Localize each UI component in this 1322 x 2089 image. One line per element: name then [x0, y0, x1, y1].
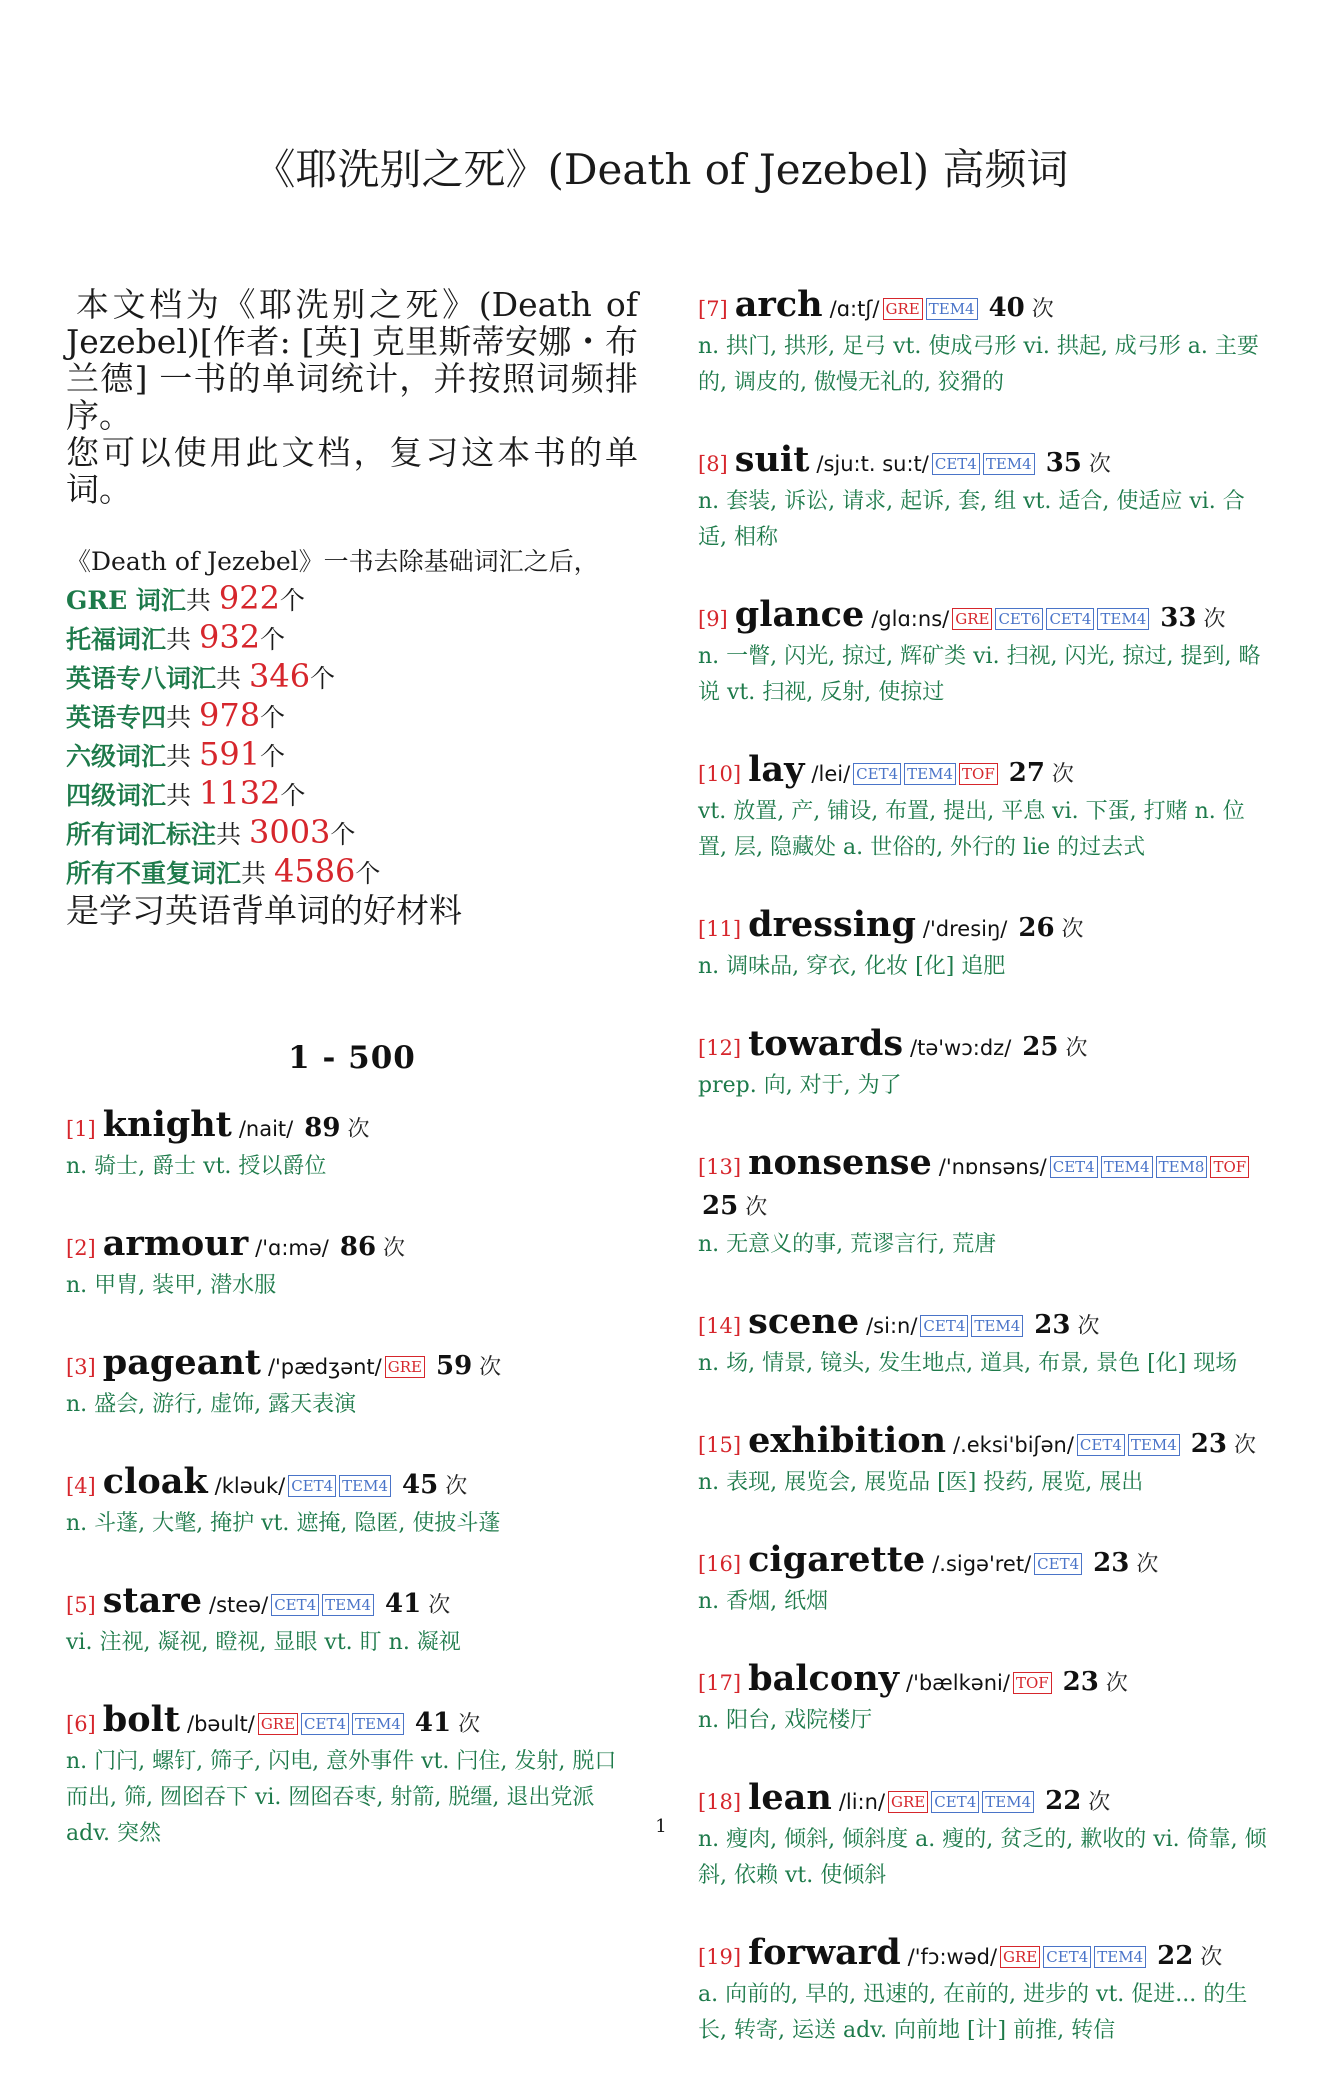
exam-tag: CET4 [288, 1475, 336, 1497]
entry-count-unit: 次 [458, 1712, 481, 1737]
entry-index: [3] [66, 1355, 96, 1379]
word-entry [66, 1344, 638, 1423]
entry-index: [4] [66, 1474, 96, 1498]
stat-unit: 个 [330, 820, 356, 849]
word-entry [698, 1660, 1273, 1739]
entry-pronunciation: /si:n/ [866, 1314, 918, 1338]
entry-count: 23 [1034, 1310, 1071, 1340]
exam-tag: CET4 [1043, 1946, 1091, 1968]
entry-count: 25 [1022, 1032, 1059, 1062]
stat-unit: 个 [310, 664, 336, 693]
exam-tag: CET4 [271, 1594, 319, 1616]
exam-tag: TOF [1210, 1156, 1249, 1178]
entry-count-unit: 次 [1051, 762, 1074, 787]
stat-label: 六级词汇 [66, 742, 167, 771]
entry-word: stare [102, 1580, 203, 1621]
stat-unit: 个 [279, 586, 305, 615]
stat-mid: 共 [216, 820, 249, 849]
intro-text [66, 286, 638, 508]
entry-count-unit: 次 [1065, 1036, 1088, 1061]
entry-count-unit: 次 [1203, 607, 1226, 632]
exam-tag: TEM8 [1156, 1156, 1208, 1178]
stats-lead: 《Death of Jezebel》一书去除基础词汇之后， [66, 547, 599, 576]
entry-pronunciation: /'bælkəni/ [906, 1671, 1010, 1695]
entry-index: [5] [66, 1593, 96, 1617]
stat-value: 3003 [248, 813, 331, 851]
exam-tag: CET4 [931, 1791, 979, 1813]
entry-word: dressing [748, 904, 916, 945]
word-entry [698, 1934, 1273, 2049]
stat-unit: 个 [260, 742, 286, 771]
entry-pronunciation: /kləuk/ [214, 1474, 286, 1498]
entry-pronunciation: /steə/ [209, 1593, 269, 1617]
entry-count: 23 [1190, 1429, 1227, 1459]
stat-row [66, 658, 638, 697]
entry-head [66, 1463, 638, 1506]
stats-closing: 是学习英语背单词的好材料 [66, 891, 462, 930]
word-entry [698, 441, 1273, 556]
entry-pronunciation: /.sigə'ret/ [932, 1552, 1032, 1576]
entry-pronunciation: /nait/ [238, 1117, 294, 1141]
entry-count: 41 [414, 1708, 452, 1738]
exam-tag: CET6 [995, 608, 1043, 630]
entry-definition: n. 无意义的事, 荒谬言行, 荒唐 [698, 1232, 997, 1257]
stat-row [66, 775, 638, 814]
entry-count-unit: 次 [1061, 917, 1084, 942]
entry-head [698, 1934, 1273, 1977]
entry-word: towards [748, 1023, 904, 1064]
entry-count: 59 [435, 1351, 473, 1381]
range-heading: 1 - 500 [288, 1040, 416, 1076]
entry-count: 40 [988, 293, 1025, 323]
word-entry [698, 596, 1273, 711]
stat-label: 所有词汇标注 [66, 820, 217, 849]
entry-head [698, 1541, 1273, 1584]
entry-pronunciation: /glɑ:ns/ [871, 607, 950, 631]
exam-tag: TEM4 [1097, 608, 1149, 630]
entry-pronunciation: /'nɒnsəns/ [938, 1155, 1047, 1179]
exam-tag: TEM4 [904, 763, 956, 785]
entry-count: 35 [1045, 448, 1082, 478]
entry-count-unit: 次 [445, 1474, 468, 1499]
entry-word: pageant [102, 1342, 261, 1383]
stat-unit: 个 [355, 859, 381, 888]
entry-list-right [698, 286, 1273, 2049]
entry-definition: n. 套装, 诉讼, 请求, 起诉, 套, 组 vt. 适合, 使适应 vi. 合适, 相称 [698, 489, 1245, 550]
entry-head [698, 596, 1273, 639]
exam-tag: CET4 [932, 453, 980, 475]
entry-index: [8] [698, 452, 728, 476]
entry-count: 33 [1160, 603, 1197, 633]
entry-pronunciation: /sju:t. su:t/ [816, 452, 929, 476]
entry-index: [15] [698, 1433, 742, 1457]
entry-definition: n. 门闩, 螺钉, 筛子, 闪电, 意外事件 vt. 闩住, 发射, 脱口而出, 筛, 囫囵吞下 vi. 囫囵吞枣, 射箭, 脱缰, 退出党派 adv. 突然 [66, 1749, 617, 1846]
entry-index: [2] [66, 1236, 96, 1260]
entry-head [698, 1025, 1273, 1068]
entry-pronunciation: /.eksi'biʃən/ [953, 1433, 1074, 1457]
entry-pronunciation: /'fɔ:wəd/ [907, 1945, 998, 1969]
stat-row [66, 736, 638, 775]
word-entry [66, 1106, 638, 1185]
entry-count: 45 [402, 1470, 439, 1500]
entry-list-left [66, 1106, 638, 1852]
stat-label: 英语专八词汇 [66, 664, 217, 693]
entry-word: scene [748, 1301, 860, 1342]
stat-label: 英语专四 [66, 703, 167, 732]
stat-mid: 共 [166, 625, 199, 654]
entry-word: lean [748, 1777, 832, 1818]
word-entry [698, 1422, 1273, 1501]
entry-definition: n. 拱门, 拱形, 足弓 vt. 使成弓形 vi. 拱起, 成弓形 a. 主要的, 调皮的, 傲慢无礼的, 狡猾的 [698, 334, 1259, 395]
entry-index: [12] [698, 1036, 742, 1060]
entry-count-unit: 次 [1233, 1433, 1256, 1458]
exam-tag: GRE [952, 608, 992, 630]
entry-pronunciation: /li:n/ [838, 1790, 886, 1814]
entry-index: [18] [698, 1790, 742, 1814]
stat-row [66, 619, 638, 658]
word-entry [698, 906, 1273, 985]
entry-word: bolt [102, 1699, 181, 1740]
entry-count: 86 [339, 1232, 377, 1262]
entry-word: exhibition [748, 1420, 947, 1461]
entry-count-unit: 次 [347, 1117, 370, 1142]
entry-head [698, 1303, 1273, 1346]
stat-mid: 共 [185, 586, 219, 615]
intro-paragraph: 本文档为《耶洗别之死》(Death of Jezebel)[作者: [英] 克里斯蒂安娜・布兰德] 一书的单词统计，并按照词频排序。 [66, 285, 638, 435]
entry-definition: prep. 向, 对于, 为了 [698, 1073, 902, 1098]
entry-count-unit: 次 [1088, 452, 1111, 477]
exam-tag: GRE [883, 298, 923, 320]
exam-tag: TEM4 [1094, 1946, 1146, 1968]
entry-count: 27 [1008, 758, 1045, 788]
intro-paragraph: 您可以使用此文档，复习这本书的单词。 [66, 433, 638, 509]
entry-index: [13] [698, 1155, 742, 1179]
stat-unit: 个 [260, 625, 286, 654]
entry-definition: n. 表现, 展览会, 展览品 [医] 投药, 展览, 展出 [698, 1470, 1144, 1495]
exam-tag: CET4 [1046, 608, 1094, 630]
entry-head [66, 1344, 638, 1387]
entry-word: lay [748, 749, 805, 790]
entry-count: 22 [1157, 1941, 1194, 1971]
entry-word: glance [734, 594, 865, 635]
entry-definition: n. 斗蓬, 大氅, 掩护 vt. 遮掩, 隐匿, 使披斗蓬 [66, 1511, 501, 1536]
entry-count-unit: 次 [428, 1593, 451, 1618]
exam-tag: TEM4 [339, 1475, 391, 1497]
exam-tag: TEM4 [971, 1315, 1023, 1337]
page-title: 《耶洗别之死》(Death of Jezebel) 高频词 [253, 145, 1069, 194]
entry-index: [17] [698, 1671, 742, 1695]
entry-index: [9] [698, 607, 728, 631]
entry-count: 22 [1045, 1786, 1082, 1816]
entry-definition: n. 盛会, 游行, 虚饰, 露天表演 [66, 1392, 357, 1417]
stat-mid: 共 [216, 664, 249, 693]
stats-block [66, 544, 638, 930]
stat-value: 932 [198, 618, 261, 656]
entry-word: knight [102, 1104, 232, 1145]
entry-definition: a. 向前的, 早的, 迅速的, 在前的, 进步的 vt. 促进... 的生长, 转寄, 运送 adv. 向前地 [计] 前推, 转信 [698, 1982, 1248, 2043]
entry-pronunciation: /'pædʒənt/ [267, 1355, 382, 1379]
exam-tag: TEM4 [982, 1791, 1034, 1813]
stat-mid: 共 [241, 859, 274, 888]
entry-definition: n. 场, 情景, 镜头, 发生地点, 道具, 布景, 景色 [化] 现场 [698, 1351, 1238, 1376]
stat-row [66, 697, 638, 736]
entry-head [698, 286, 1273, 329]
stat-list [66, 580, 638, 892]
entry-count-unit: 次 [1105, 1671, 1128, 1696]
entry-count-unit: 次 [1077, 1314, 1100, 1339]
entry-count: 25 [702, 1191, 739, 1221]
entry-count-unit: 次 [383, 1236, 406, 1261]
entry-head [66, 1582, 638, 1625]
exam-tag: CET4 [1034, 1553, 1082, 1575]
entry-definition: n. 阳台, 戏院楼厅 [698, 1708, 873, 1733]
stat-mid: 共 [166, 703, 199, 732]
entry-count-unit: 次 [1088, 1790, 1111, 1815]
entry-index: [19] [698, 1945, 742, 1969]
stat-row [66, 853, 638, 892]
entry-head [698, 441, 1273, 484]
entry-pronunciation: /'dresiŋ/ [922, 917, 1008, 941]
exam-tag: CET4 [920, 1315, 968, 1337]
exam-tag: TEM4 [322, 1594, 374, 1616]
entry-head [698, 1422, 1273, 1465]
entry-definition: n. 一瞥, 闪光, 掠过, 辉矿类 vi. 扫视, 闪光, 掠过, 提到, 略说 vt. 扫视, 反射, 使掠过 [698, 644, 1261, 705]
word-entry [66, 1225, 638, 1304]
exam-tag: GRE [385, 1356, 425, 1378]
entry-pronunciation: /bəult/ [187, 1712, 255, 1736]
entry-word: forward [748, 1932, 901, 1973]
stat-value: 1132 [198, 774, 281, 812]
entry-index: [11] [698, 917, 742, 941]
entry-word: armour [102, 1223, 249, 1264]
entry-index: [10] [698, 762, 742, 786]
entry-definition: n. 瘦肉, 倾斜, 倾斜度 a. 瘦的, 贫乏的, 歉收的 vi. 倚靠, 倾斜, 依赖 vt. 使倾斜 [698, 1827, 1267, 1888]
exam-tag: TOF [1013, 1672, 1052, 1694]
exam-tag: CET4 [1077, 1434, 1125, 1456]
stat-unit: 个 [280, 781, 306, 810]
entry-definition: n. 甲胄, 装甲, 潜水服 [66, 1273, 277, 1298]
entry-word: cloak [102, 1461, 208, 1502]
entry-head [698, 906, 1273, 949]
word-entry [66, 1463, 638, 1542]
entry-head [698, 1660, 1273, 1703]
entry-count: 41 [385, 1589, 422, 1619]
exam-tag: CET4 [1050, 1156, 1098, 1178]
exam-tag: TEM4 [1101, 1156, 1153, 1178]
entry-count: 26 [1018, 913, 1055, 943]
entry-word: arch [734, 284, 823, 325]
exam-tag: TEM4 [926, 298, 978, 320]
entry-count-unit: 次 [1200, 1945, 1223, 1970]
entry-word: balcony [748, 1658, 899, 1699]
word-entry [698, 751, 1273, 866]
left-column [66, 286, 638, 1892]
stat-label: 四级词汇 [66, 781, 167, 810]
exam-tag: TEM4 [983, 453, 1035, 475]
entry-pronunciation: /lei/ [811, 762, 851, 786]
entry-pronunciation: /tə'wɔ:dz/ [910, 1036, 1012, 1060]
entry-definition: n. 香烟, 纸烟 [698, 1589, 829, 1614]
entry-count-unit: 次 [745, 1195, 768, 1220]
stat-value: 591 [198, 735, 261, 773]
stat-row [66, 814, 638, 853]
entry-count: 23 [1093, 1548, 1130, 1578]
word-entry [698, 1144, 1273, 1263]
entry-definition: n. 骑士, 爵士 vt. 授以爵位 [66, 1154, 327, 1179]
entry-pronunciation: /ɑ:tʃ/ [829, 297, 880, 321]
exam-tag: GRE [888, 1791, 928, 1813]
entry-count-unit: 次 [1136, 1552, 1159, 1577]
entry-index: [16] [698, 1552, 742, 1576]
exam-tag: TOF [959, 763, 998, 785]
entry-definition: vi. 注视, 凝视, 瞪视, 显眼 vt. 盯 n. 凝视 [66, 1630, 461, 1655]
stat-label: GRE 词汇 [66, 586, 186, 615]
entry-head [66, 1225, 638, 1268]
word-entry [66, 1582, 638, 1661]
entry-word: suit [734, 439, 810, 480]
word-entry [698, 1025, 1273, 1104]
stat-value: 978 [198, 696, 261, 734]
entry-index: [1] [66, 1117, 96, 1141]
entry-index: [14] [698, 1314, 742, 1338]
exam-tag: TEM4 [1128, 1434, 1180, 1456]
entry-head [66, 1106, 638, 1149]
stat-unit: 个 [260, 703, 286, 732]
exam-tag: CET4 [853, 763, 901, 785]
entry-word: nonsense [748, 1142, 932, 1183]
exam-tag: TEM4 [352, 1713, 404, 1735]
word-entry [698, 1303, 1273, 1382]
entry-index: [7] [698, 297, 728, 321]
stat-label: 托福词汇 [66, 625, 167, 654]
entry-pronunciation: /'ɑ:mə/ [255, 1236, 329, 1260]
entry-head [698, 751, 1273, 794]
stat-row [66, 580, 638, 619]
entry-count-unit: 次 [1031, 297, 1054, 322]
entry-definition: n. 调味品, 穿衣, 化妆 [化] 追肥 [698, 954, 1006, 979]
stat-value: 4586 [273, 852, 356, 890]
word-entry [698, 1541, 1273, 1620]
page-number: 1 [655, 1816, 667, 1837]
exam-tag: GRE [258, 1713, 298, 1735]
stat-label: 所有不重复词汇 [66, 859, 242, 888]
entry-head [698, 1144, 1273, 1227]
exam-tag: GRE [1000, 1946, 1040, 1968]
entry-word: cigarette [748, 1539, 926, 1580]
entry-definition: vt. 放置, 产, 铺设, 布置, 提出, 平息 vi. 下蛋, 打赌 n. 位置, 层, 隐藏处 a. 世俗的, 外行的 lie 的过去式 [698, 799, 1245, 860]
stat-mid: 共 [166, 781, 199, 810]
entry-index: [6] [66, 1712, 96, 1736]
stat-mid: 共 [166, 742, 199, 771]
entry-count-unit: 次 [479, 1355, 502, 1380]
word-entry [698, 286, 1273, 401]
exam-tag: CET4 [301, 1713, 349, 1735]
entry-count: 23 [1062, 1667, 1099, 1697]
entry-head [66, 1701, 638, 1744]
entry-count: 89 [304, 1113, 341, 1143]
stat-value: 346 [248, 657, 311, 695]
stat-value: 922 [218, 579, 280, 617]
